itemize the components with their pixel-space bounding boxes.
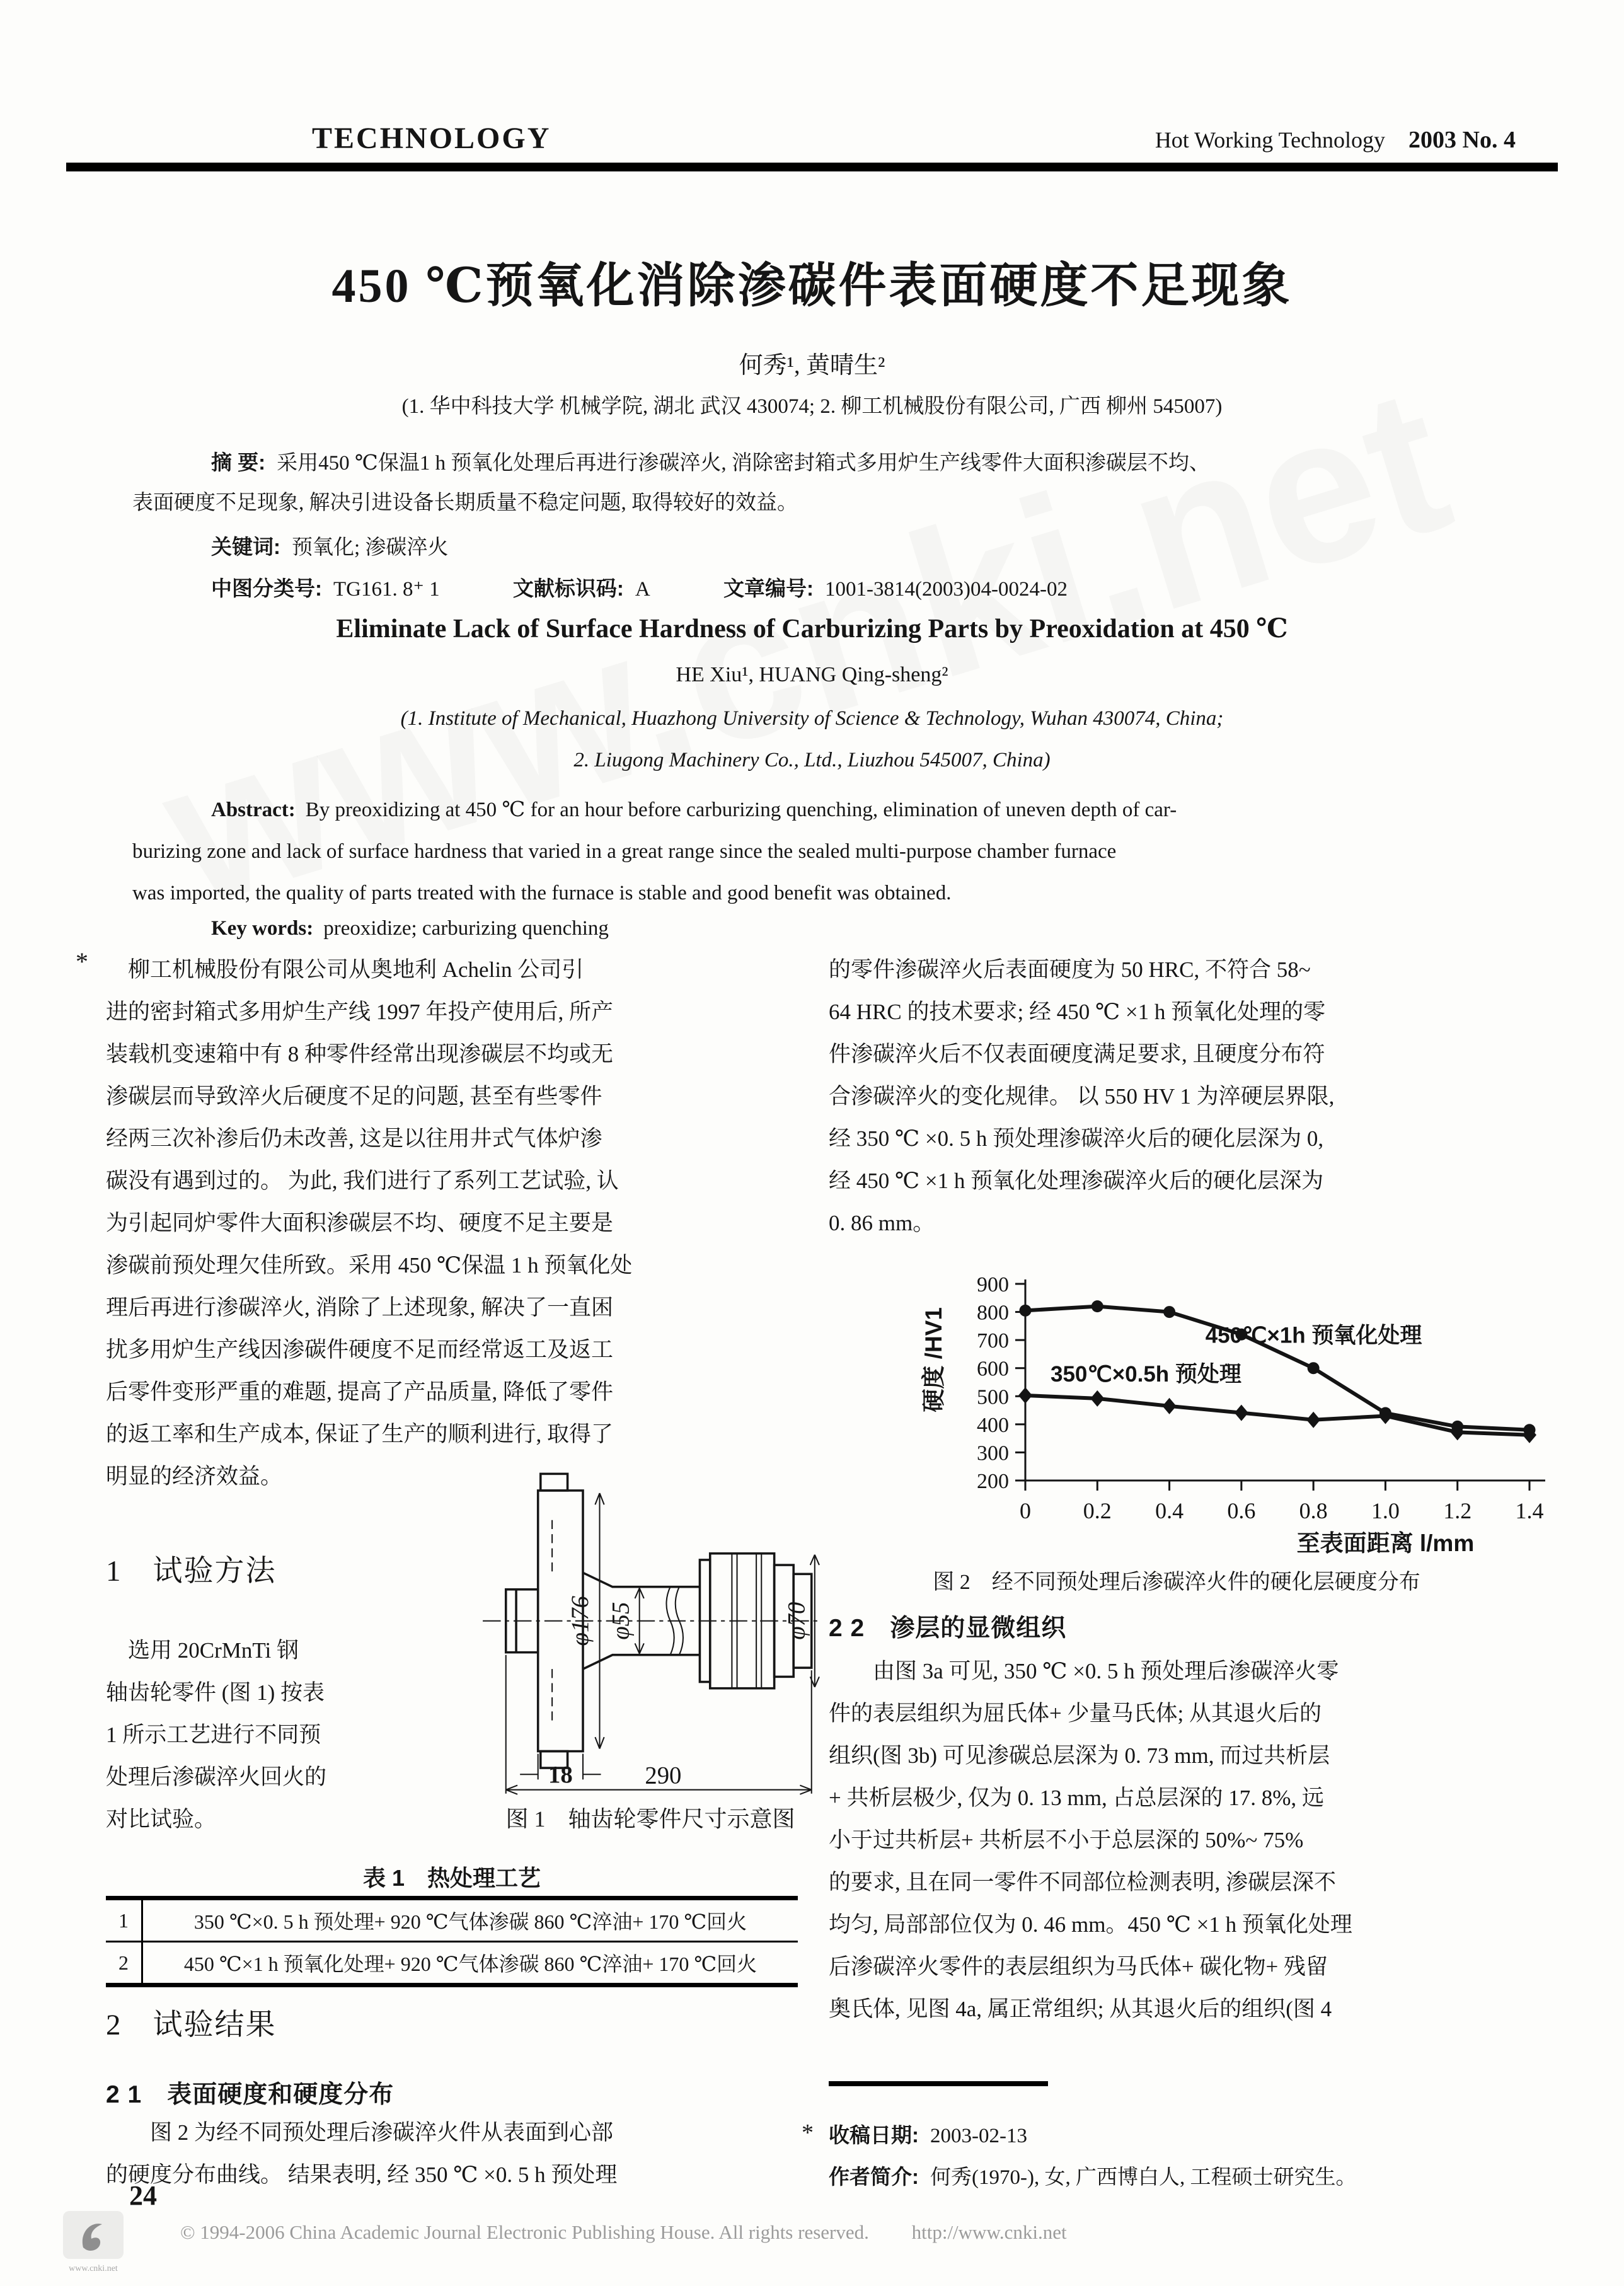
process-cell: 350 ℃×0. 5 h 预处理+ 920 ℃气体渗碳 860 ℃淬油+ 170 ℃回火 — [142, 1898, 798, 1942]
header-rule — [66, 163, 1558, 171]
cnki-logo-icon — [62, 2211, 137, 2275]
text-line: 的返工率和生产成本, 保证了生产的顺利进行, 取得了 — [106, 1422, 614, 1446]
clc-group — [211, 578, 440, 601]
table1 — [106, 1896, 798, 1987]
y-tick-label: 500 — [977, 1385, 1009, 1409]
data-point — [1235, 1405, 1248, 1421]
series-label: 450℃×1h 预氧化处理 — [1205, 1323, 1422, 1348]
english-keywords-line — [132, 917, 1500, 940]
copyright-text: © 1994-2006 China Academic Journal Electronic Publishing House. All rights reserved. — [180, 2221, 869, 2243]
x-tick-label: 1.4 — [1515, 1498, 1544, 1523]
author-bio-line — [829, 2161, 1356, 2190]
figure1-caption: 图 1 轴齿轮零件尺寸示意图 — [505, 1806, 795, 1832]
abstract-line — [132, 442, 1500, 483]
abstract-block — [132, 442, 1500, 523]
text-line: 均匀, 局部部位仅为 0. 46 mm。450 ℃ ×1 h 预氧化处理 — [829, 1912, 1352, 1937]
keywords-label: 关键词: — [211, 535, 280, 558]
text-line: 的零件渗碳淬火后表面硬度为 50 HRC, 不符合 58~ — [829, 957, 1311, 982]
abstract-text: 采用450 ℃保温1 h 预氧化处理后再进行渗碳淬火, 消除密封箱式多用炉生产线零件大面积渗碳层不均、 — [277, 452, 1210, 475]
dim-label-18: 18 — [548, 1762, 573, 1789]
text-line: 合渗碳淬火的变化规律。 以 550 HV 1 为淬硬层界限, — [829, 1084, 1335, 1109]
x-tick-label: 1.2 — [1443, 1498, 1472, 1523]
article-value: 1001-3814(2003)04-0024-02 — [825, 578, 1068, 601]
text-line: 的硬度分布曲线。 结果表明, 经 350 ℃ ×0. 5 h 预处理 — [106, 2162, 618, 2187]
journal-name: Hot Working Technology — [1155, 127, 1386, 153]
footnote-marker: * — [76, 947, 88, 976]
figure1 — [480, 1463, 821, 1833]
english-title: Eliminate Lack of Surface Hardness of Carburizing Parts by Preoxidation at 450 ℃ — [336, 615, 1288, 644]
text-line: 奥氏体, 见图 4a, 属正常组织; 从其退火后的组织(图 4 — [829, 1997, 1332, 2021]
doc-label: 文献标识码: — [512, 577, 624, 600]
abstract-line: 表面硬度不足现象, 解决引进设备长期质量不稳定问题, 取得较好的效益。 — [132, 492, 798, 514]
english-abstract-line: was imported, the quality of parts treated with the furnace is stable and good benefit was obtained. — [132, 882, 952, 904]
row-number: 1 — [106, 1898, 142, 1942]
hub-top — [541, 1474, 568, 1490]
shaft-top — [583, 1573, 700, 1586]
y-tick-label: 200 — [977, 1470, 1009, 1493]
text-line: 件的表层组织为屈氏体+ 少量马氏体; 从其退火后的 — [829, 1701, 1322, 1726]
english-affiliation: (1. Institute of Mechanical, Huazhong University of Science & Technology, Wuhan 430074, China; — [400, 707, 1224, 730]
row-number: 2 — [106, 1942, 142, 1985]
y-tick-label: 900 — [977, 1274, 1009, 1296]
english-authors: HE Xiu¹, HUANG Qing-sheng² — [676, 663, 948, 686]
right-paragraph-1 — [829, 949, 1524, 1244]
text-line: 后渗碳淬火零件的表层组织为马氏体+ 碳化物+ 残留 — [829, 1954, 1328, 1979]
x-axis-label: 至表面距离 l/mm — [1296, 1530, 1475, 1556]
text-line: 柳工机械股份有限公司从奥地利 Achelin 公司引 — [106, 957, 584, 982]
text-line: 组织(图 3b) 可见渗碳总层深为 0. 73 mm, 而过共析层 — [829, 1743, 1330, 1768]
cnki-logo — [62, 2211, 137, 2278]
text-line: 图 2 为经不同预处理后渗碳淬火件从表面到心部 — [106, 2120, 614, 2145]
journal-section-title: TECHNOLOGY — [312, 122, 551, 155]
left-narrow-paragraph — [106, 1629, 424, 1840]
english-affiliation: 2. Liugong Machinery Co., Ltd., Liuzhou 545007, China) — [573, 749, 1051, 771]
clc-label: 中图分类号: — [211, 577, 322, 600]
text-line: 64 HRC 的技术要求; 经 450 ℃ ×1 h 预氧化处理的零 — [829, 1000, 1326, 1024]
right-paragraph-2 — [829, 1650, 1524, 2030]
received-date-line — [829, 2119, 1027, 2149]
english-keywords-label: Key words: — [211, 917, 314, 940]
received-date-label: 收稿日期: — [829, 2123, 919, 2147]
text-line: 由图 3a 可见, 350 ℃ ×0. 5 h 预处理后渗碳淬火零 — [829, 1659, 1339, 1683]
page-number: 24 — [129, 2180, 157, 2211]
journal-issue: 2003 No. 4 — [1408, 127, 1516, 153]
authors: 何秀¹, 黄晴生² — [739, 352, 885, 379]
left-paragraph-2 — [106, 2111, 798, 2196]
x-tick-label: 0.8 — [1299, 1498, 1328, 1523]
text-line: 选用 20CrMnTi 钢 — [106, 1638, 299, 1663]
process-cell: 450 ℃×1 h 预氧化处理+ 920 ℃气体渗碳 860 ℃淬油+ 170 ℃回火 — [183, 1953, 757, 1975]
text-line: 进的密封箱式多用炉生产线 1997 年投产使用后, 所产 — [106, 1000, 614, 1024]
text-line: 为引起同炉零件大面积渗碳层不均、硬度不足主要是 — [106, 1211, 614, 1235]
received-date: 2003-02-13 — [930, 2125, 1027, 2147]
english-abstract-text: By preoxidizing at 450 ℃ for an hour before carburizing quenching, elimination of uneven depth of car- — [305, 799, 1177, 821]
y-tick-label: 300 — [977, 1441, 1009, 1465]
table1-title: 表 1 热处理工艺 — [362, 1865, 541, 1891]
y-tick-label: 700 — [977, 1329, 1009, 1353]
article-label: 文章编号: — [723, 577, 814, 600]
text-line: 理后再进行渗碳淬火, 消除了上述现象, 解决了一直困 — [106, 1295, 614, 1320]
dim-label-d176: φ176 — [567, 1595, 594, 1646]
x-tick-label: 0.6 — [1227, 1498, 1256, 1523]
text-line: 经 450 ℃ ×1 h 预氧化处理渗碳淬火后的硬化层深为 — [829, 1169, 1324, 1193]
y-tick-label: 800 — [977, 1301, 1009, 1325]
x-tick-label: 1.0 — [1371, 1498, 1400, 1523]
text-line: 小于过共析层+ 共析层不小于总层深的 50%~ 75% — [829, 1828, 1304, 1852]
data-point — [1163, 1306, 1175, 1318]
dim-label-290: 290 — [645, 1762, 682, 1789]
data-point — [1163, 1398, 1177, 1414]
y-axis-label: 硬度 /HV1 — [921, 1307, 947, 1412]
copyright-url: http://www.cnki.net — [911, 2221, 1067, 2243]
english-abstract-line: burizing zone and lack of surface hardness that varied in a great range since the sealed multi-purpose chamber furnace — [132, 840, 1117, 863]
english-abstract-line — [132, 789, 1500, 831]
dim-label-d70: φ70 — [783, 1602, 810, 1640]
classification-line — [211, 572, 1136, 602]
x-tick-label: 0.4 — [1155, 1498, 1184, 1523]
section-1-heading: 1 试验方法 — [106, 1555, 277, 1588]
doc-group — [513, 578, 650, 601]
section-2-1-heading: 2 1 表面硬度和硬度分布 — [106, 2081, 394, 2108]
english-abstract — [132, 789, 1500, 914]
text-line: 经两三次补渗后仍未改善, 这是以往用井式气体炉渗 — [106, 1126, 602, 1151]
english-abstract-label: Abstract: — [211, 799, 296, 821]
data-point — [1020, 1305, 1032, 1317]
english-keywords-text: preoxidize; carburizing quenching — [323, 917, 609, 940]
clc-value: TG161. 8⁺ 1 — [333, 578, 440, 601]
footnote-rule — [829, 2081, 1048, 2086]
keywords-line — [132, 531, 1500, 560]
section-2-heading: 2 试验结果 — [106, 2009, 277, 2041]
text-line: 0. 86 mm。 — [829, 1211, 935, 1235]
text-line: 装载机变速箱中有 8 种零件经常出现渗碳层不均或无 — [106, 1042, 614, 1066]
data-point — [1306, 1412, 1320, 1428]
x-tick-label: 0 — [1020, 1498, 1031, 1523]
logo-bg — [63, 2211, 124, 2259]
doc-value: A — [635, 578, 650, 601]
copyright-line — [180, 2221, 1067, 2244]
left-paragraph-1 — [106, 949, 798, 1498]
text-line: 1 所示工艺进行不同预 — [106, 1723, 321, 1747]
article-group — [723, 578, 1068, 601]
page-title: 450 ℃预氧化消除渗碳件表面硬度不足现象 — [331, 260, 1293, 313]
series-label: 350℃×0.5h 预处理 — [1051, 1362, 1241, 1387]
text-line: 轴齿轮零件 (图 1) 按表 — [106, 1680, 325, 1705]
author-bio-label: 作者简介: — [829, 2165, 919, 2188]
text-line: 的要求, 且在同一零件不同部位检测表明, 渗碳层深不 — [829, 1870, 1337, 1895]
text-line: 渗碳层而导致淬火后硬度不足的问题, 甚至有些零件 — [106, 1084, 602, 1109]
figure2-chart — [909, 1274, 1545, 1558]
y-tick-label: 600 — [977, 1357, 1009, 1381]
section-2-2-heading: 2 2 渗层的显微组织 — [829, 1615, 1067, 1642]
text-line: 渗碳前预处理欠佳所致。采用 450 ℃保温 1 h 预氧化处 — [106, 1253, 633, 1278]
data-point — [1090, 1390, 1104, 1407]
text-line: 碳没有遇到过的。 为此, 我们进行了系列工艺试验, 认 — [106, 1169, 619, 1193]
text-line: 后零件变形严重的难题, 提高了产品质量, 降低了零件 — [106, 1380, 614, 1404]
figure2-caption: 图 2 经不同预处理后渗碳淬火件的硬化层硬度分布 — [933, 1571, 1420, 1594]
author-bio: 何秀(1970-), 女, 广西博白人, 工程硕士研究生。 — [930, 2166, 1357, 2189]
data-point — [1308, 1362, 1320, 1374]
dim-label-d55: φ55 — [608, 1602, 635, 1640]
footnote-marker: * — [802, 2120, 814, 2146]
text-line: 处理后渗碳淬火回火的 — [106, 1765, 327, 1789]
data-point — [1018, 1387, 1032, 1404]
text-line: 件渗碳淬火后不仅表面硬度满足要求, 且硬度分布符 — [829, 1042, 1325, 1066]
text-line: 明显的经济效益。 — [106, 1464, 283, 1489]
table-row — [106, 1898, 798, 1942]
keywords-text: 预氧化; 渗碳淬火 — [292, 536, 449, 559]
affiliation: (1. 华中科技大学 机械学院, 湖北 武汉 430074; 2. 柳工机械股份有限公司, 广西 柳州 545007) — [401, 395, 1223, 418]
shaft-bottom — [583, 1655, 700, 1669]
text-line: 经 350 ℃ ×0. 5 h 预处理渗碳淬火后的硬化层深为 0, — [829, 1126, 1324, 1151]
y-tick-label: 400 — [977, 1413, 1009, 1437]
text-line: 扰多用炉生产线因渗碳件硬度不足而经常返工及返工 — [106, 1337, 614, 1362]
x-tick-label: 0.2 — [1083, 1498, 1112, 1523]
data-point — [1091, 1300, 1103, 1312]
abstract-label: 摘 要: — [211, 451, 266, 474]
journal-header — [1155, 126, 1516, 154]
table-row — [106, 1942, 798, 1985]
text-line: + 共析层极少, 仅为 0. 13 mm, 占总层深的 17. 8%, 远 — [829, 1786, 1324, 1810]
figure1-drawing — [480, 1463, 821, 1798]
logo-url: www.cnki.net — [69, 2264, 118, 2273]
text-line: 对比试验。 — [106, 1807, 217, 1832]
